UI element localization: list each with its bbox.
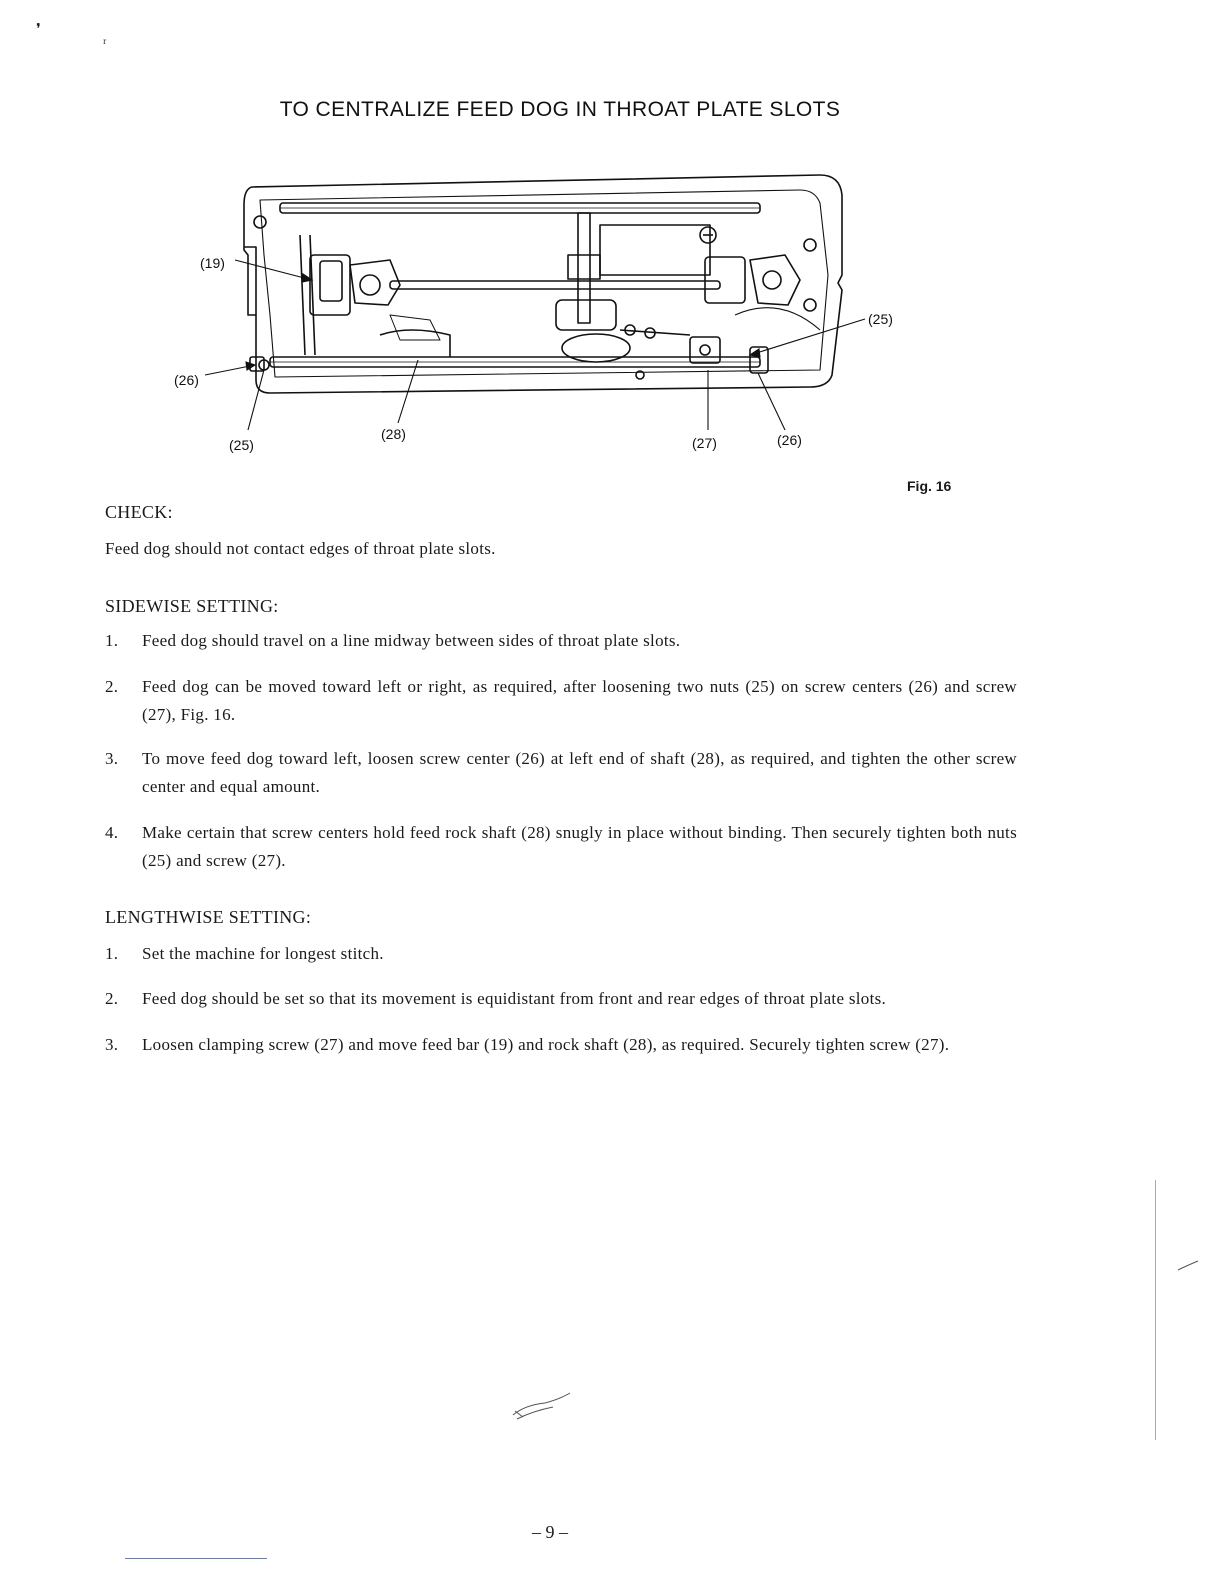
sidewise-item: [105, 819, 1017, 875]
sidewise-item: [105, 745, 1017, 801]
callout-25-right: (25): [868, 311, 893, 327]
item-text: Set the machine for longest stitch.: [142, 944, 384, 963]
callout-26-left: (26): [174, 372, 199, 388]
sidewise-item: [105, 673, 1017, 729]
scan-mark: ❜: [36, 22, 41, 38]
item-number: 1.: [105, 944, 119, 963]
item-text: Loosen clamping screw (27) and move feed bar (19) and rock shaft (28), as required. Securely tighten screw (27).: [142, 1035, 950, 1054]
page-title: TO CENTRALIZE FEED DOG IN THROAT PLATE SLOTS: [279, 98, 841, 121]
machine-underside-illustration: [160, 165, 880, 465]
item-number: 3.: [105, 749, 119, 768]
sidewise-item: [105, 627, 1017, 655]
callout-19: (19): [200, 255, 225, 271]
lengthwise-heading: LENGTHWISE SETTING:: [105, 907, 312, 927]
figure-caption: Fig. 16: [907, 478, 952, 494]
lengthwise-item: [105, 985, 1017, 1013]
item-text: Feed dog can be moved toward left or right, as required, after loosening two nuts (25) on screw centers (26) and screw (27), Fig. 16.: [142, 677, 1017, 724]
item-number: 3.: [105, 1035, 119, 1054]
lengthwise-item: [105, 940, 1017, 968]
item-number: 2.: [105, 677, 119, 696]
feed-mechanism-drawing: [160, 165, 880, 465]
callout-27: (27): [692, 435, 717, 451]
item-number: 4.: [105, 823, 119, 842]
item-text: Feed dog should travel on a line midway between sides of throat plate slots.: [142, 631, 681, 650]
item-number: 1.: [105, 631, 119, 650]
scan-edge-line: [1155, 1180, 1156, 1440]
check-text: Feed dog should not contact edges of throat plate slots.: [105, 539, 496, 558]
item-number: 2.: [105, 989, 119, 1008]
item-text: Feed dog should be set so that its movement is equidistant from front and rear edges of throat plate slots.: [142, 989, 887, 1008]
lengthwise-item: [105, 1031, 1017, 1059]
scan-mark: ʳ: [103, 36, 107, 52]
scan-smudge: [1176, 1258, 1202, 1274]
callout-25-left: (25): [229, 437, 254, 453]
callout-28: (28): [381, 426, 406, 442]
page-footer-rule: [125, 1558, 267, 1559]
scan-smudge: [505, 1385, 585, 1425]
item-text: Make certain that screw centers hold feed rock shaft (28) snugly in place without binding. Then securely tighten both nuts (25) and screw (27).: [142, 823, 1017, 870]
callout-26-right: (26): [777, 432, 802, 448]
sidewise-heading: SIDEWISE SETTING:: [105, 596, 279, 616]
item-text: To move feed dog toward left, loosen screw center (26) at left end of shaft (28), as required, and tighten the other screw center and equal amount.: [142, 749, 1017, 796]
page-number: – 9 –: [532, 1522, 568, 1542]
check-heading: CHECK:: [105, 502, 173, 522]
